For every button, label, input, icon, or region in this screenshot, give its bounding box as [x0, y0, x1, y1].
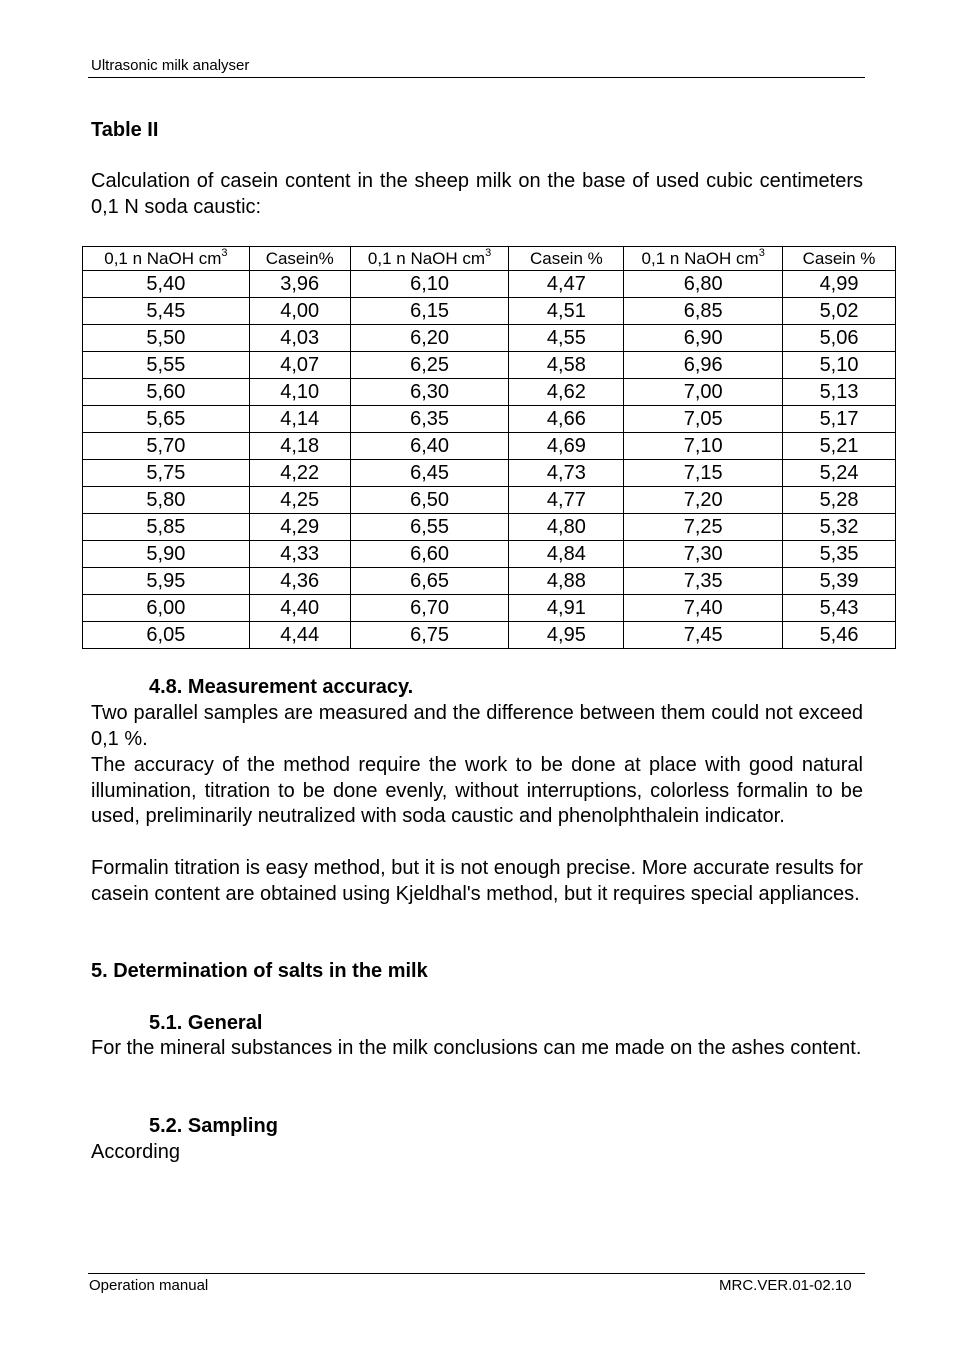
column-header-casein: Casein %	[509, 247, 624, 271]
table-cell: 4,03	[249, 325, 350, 352]
table-row	[83, 271, 896, 298]
table-cell: 4,51	[509, 298, 624, 325]
casein-table	[82, 246, 896, 649]
table-cell: 7,00	[624, 379, 783, 406]
table-cell: 4,88	[509, 568, 624, 595]
table-cell: 6,30	[350, 379, 509, 406]
table-cell: 5,10	[783, 352, 896, 379]
table-cell: 4,29	[249, 514, 350, 541]
column-header-casein: Casein%	[249, 247, 350, 271]
table-cell: 5,43	[783, 595, 896, 622]
table-row	[83, 568, 896, 595]
table-cell: 5,70	[83, 433, 250, 460]
table-cell: 5,75	[83, 460, 250, 487]
table-cell: 7,35	[624, 568, 783, 595]
header-rule	[88, 77, 865, 78]
table-cell: 6,60	[350, 541, 509, 568]
table-cell: 4,25	[249, 487, 350, 514]
section-5-heading: 5. Determination of salts in the milk	[91, 960, 428, 982]
table-caption: Table II	[91, 119, 159, 141]
footer-left: Operation manual	[89, 1277, 209, 1294]
table-cell: 7,45	[624, 622, 783, 649]
table-cell: 5,24	[783, 460, 896, 487]
table-cell: 4,66	[509, 406, 624, 433]
table-cell: 5,90	[83, 541, 250, 568]
section-4-8-heading: 4.8. Measurement accuracy.	[149, 676, 414, 698]
table-cell: 4,47	[509, 271, 624, 298]
section-5-1-paragraph: For the mineral substances in the milk conclusions can me made on the ashes content.	[91, 1037, 862, 1059]
table-cell: 6,70	[350, 595, 509, 622]
section-5-2-heading: 5.2. Sampling	[149, 1115, 278, 1137]
table-cell: 4,36	[249, 568, 350, 595]
section-5-1-heading: 5.1. General	[149, 1012, 263, 1034]
table-row	[83, 298, 896, 325]
table-cell: 6,55	[350, 514, 509, 541]
table-cell: 5,65	[83, 406, 250, 433]
table-intro: Calculation of casein content in the sheep milk on the base of used cubic centimeters 0,1 N soda caustic:	[91, 170, 863, 218]
table-row	[83, 541, 896, 568]
table-cell: 6,75	[350, 622, 509, 649]
column-header-casein: Casein %	[783, 247, 896, 271]
table-cell: 7,40	[624, 595, 783, 622]
table-cell: 5,02	[783, 298, 896, 325]
table-cell: 4,62	[509, 379, 624, 406]
table-cell: 6,10	[350, 271, 509, 298]
table-cell: 4,18	[249, 433, 350, 460]
table-cell: 4,80	[509, 514, 624, 541]
table-cell: 5,80	[83, 487, 250, 514]
table-cell: 4,95	[509, 622, 624, 649]
table-row	[83, 487, 896, 514]
table-cell: 5,39	[783, 568, 896, 595]
table-cell: 6,85	[624, 298, 783, 325]
table-cell: 5,17	[783, 406, 896, 433]
table-cell: 6,65	[350, 568, 509, 595]
table-cell: 4,22	[249, 460, 350, 487]
table-cell: 5,21	[783, 433, 896, 460]
column-header-naoh: 0,1 n NaOH $cm^3$	[83, 247, 250, 271]
table-cell: 6,25	[350, 352, 509, 379]
table-cell: 5,46	[783, 622, 896, 649]
table-row	[83, 460, 896, 487]
table-cell: 7,25	[624, 514, 783, 541]
table-cell: 4,91	[509, 595, 624, 622]
table-cell: 5,06	[783, 325, 896, 352]
table-cell: 5,85	[83, 514, 250, 541]
table-row	[83, 514, 896, 541]
section-4-8-paragraph-2: The accuracy of the method require the work to be done at place with good natural illumination, titration to be done evenly, without interruptions, colorless formalin to be used, preliminarily neutralized with soda caustic and phenolphthalein indicator.	[91, 754, 863, 827]
table-row	[83, 595, 896, 622]
table-cell: 5,28	[783, 487, 896, 514]
table-row	[83, 406, 896, 433]
table-cell: 4,69	[509, 433, 624, 460]
table-cell: 6,15	[350, 298, 509, 325]
table-cell: 6,35	[350, 406, 509, 433]
table-cell: 4,58	[509, 352, 624, 379]
table-cell: 3,96	[249, 271, 350, 298]
table-cell: 6,90	[624, 325, 783, 352]
footer-right: MRC.VER.01-02.10	[719, 1277, 852, 1294]
table-cell: 4,99	[783, 271, 896, 298]
table-cell: 6,40	[350, 433, 509, 460]
table-header-row	[83, 247, 896, 271]
table-cell: 5,32	[783, 514, 896, 541]
table-row	[83, 379, 896, 406]
table-cell: 5,40	[83, 271, 250, 298]
running-header: Ultrasonic milk analyser	[91, 57, 250, 74]
table-cell: 4,55	[509, 325, 624, 352]
table-row	[83, 325, 896, 352]
table-cell: 5,13	[783, 379, 896, 406]
table-cell: 6,45	[350, 460, 509, 487]
table-cell: 5,35	[783, 541, 896, 568]
table-cell: 5,45	[83, 298, 250, 325]
table-cell: 6,00	[83, 595, 250, 622]
table-cell: 7,15	[624, 460, 783, 487]
section-5-2-paragraph: According	[91, 1141, 180, 1163]
table-cell: 4,33	[249, 541, 350, 568]
table-row	[83, 433, 896, 460]
table-cell: 5,50	[83, 325, 250, 352]
table-cell: 5,55	[83, 352, 250, 379]
table-cell: 4,40	[249, 595, 350, 622]
table-body	[83, 271, 896, 649]
table-cell: 6,50	[350, 487, 509, 514]
table-cell: 5,60	[83, 379, 250, 406]
table-row	[83, 352, 896, 379]
table-row	[83, 622, 896, 649]
table-cell: 4,10	[249, 379, 350, 406]
table-cell: 6,96	[624, 352, 783, 379]
table-cell: 7,30	[624, 541, 783, 568]
section-4-8-paragraph-1: Two parallel samples are measured and the difference between them could not exceed 0,1 %.	[91, 702, 863, 750]
table-cell: 7,20	[624, 487, 783, 514]
table-cell: 7,10	[624, 433, 783, 460]
table-cell: 4,14	[249, 406, 350, 433]
table-cell: 4,44	[249, 622, 350, 649]
table-cell: 4,07	[249, 352, 350, 379]
footer-rule	[88, 1273, 865, 1274]
table-cell: 5,95	[83, 568, 250, 595]
table-cell: 4,84	[509, 541, 624, 568]
section-4-8-paragraph-3: Formalin titration is easy method, but it is not enough precise. More accurate results for casein content are obtained using Kjeldhal's method, but it requires special appliances.	[91, 857, 863, 905]
table-cell: 6,20	[350, 325, 509, 352]
table-cell: 4,77	[509, 487, 624, 514]
table-cell: 4,00	[249, 298, 350, 325]
table-cell: 7,05	[624, 406, 783, 433]
table-cell: 6,80	[624, 271, 783, 298]
table-cell: 4,73	[509, 460, 624, 487]
column-header-naoh: 0,1 n NaOH $cm^3$	[350, 247, 509, 271]
table-cell: 6,05	[83, 622, 250, 649]
column-header-naoh: 0,1 n NaOH $cm^3$	[624, 247, 783, 271]
